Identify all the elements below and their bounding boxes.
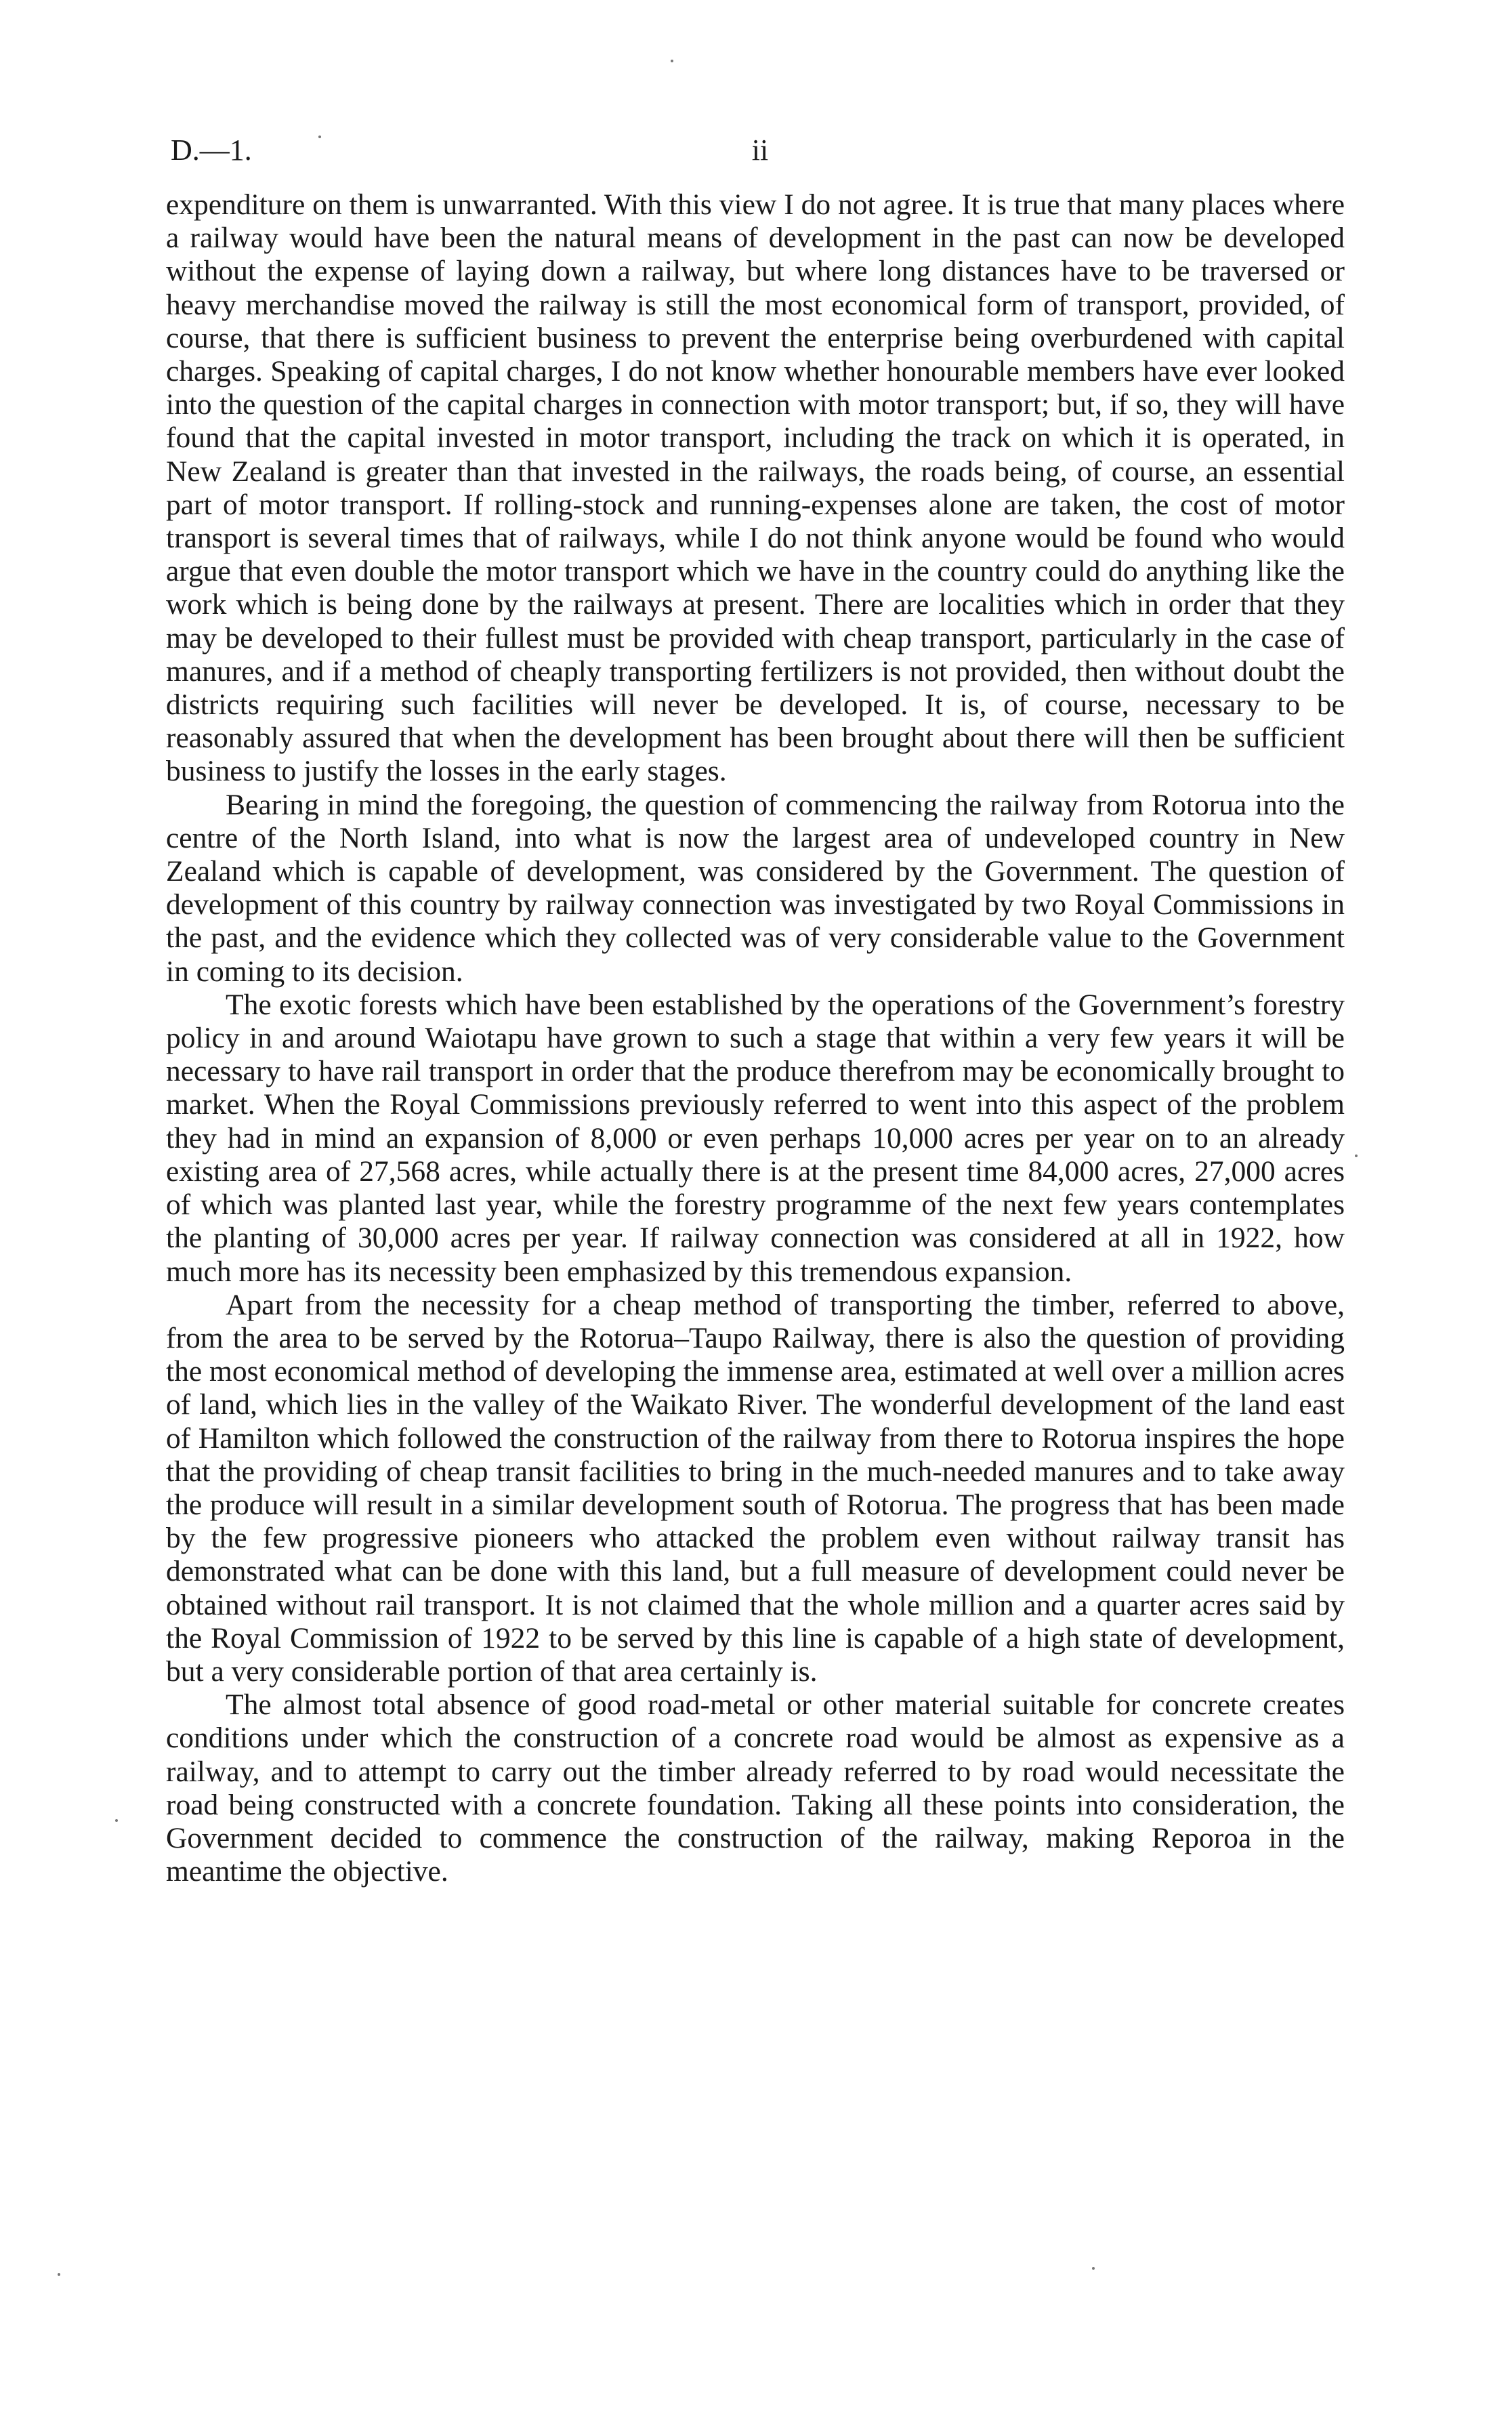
scan-speck — [58, 2273, 60, 2276]
page-header — [171, 133, 1349, 173]
scan-speck — [671, 60, 673, 62]
scan-speck — [318, 136, 321, 138]
paragraph-4: Apart from the necessity for a cheap method of transporting the timber, referred to above, from the area to be served by the Rotorua–Taupo Railway, there is also the question of providing the most economical method of developing the immense area, estimated at well over a million acres of land, which lies in the valley of the Waikato River. The wonderful development of the land east of Hamilton which followed the construction of the railway from there to Rotorua inspires the hope that the providing of cheap transit facilities to bring in the much-needed manures and to take away the produce will result in a similar development south of Rotorua. The progress that has been made by the few progressive pioneers who attacked the problem even without railway transit has demonstrated what can be done with this land, but a full measure of development could never be obtained without rail transport. It is not claimed that the whole million and a quarter acres said by the Royal Commission of 1922 to be served by this line is capable of a high state of development, but a very considerable portion of that area certainly is. — [166, 1288, 1345, 1688]
scan-speck — [115, 1819, 118, 1822]
paragraph-3: The exotic forests which have been established by the operations of the Government’s forestry policy in and around Waiotapu have grown to such a stage that within a very few years it will be necessary to have rail transport in order that the produce therefrom may be economically brought to market. When the Royal Commissions previously referred to went into this aspect of the problem they had in mind an expansion of 8,000 or even perhaps 10,000 acres per year on to an already existing area of 27,568 acres, while actually there is at the present time 84,000 acres, 27,000 acres of which was planted last year, while the forestry programme of the next few years contemplates the planting of 30,000 acres per year. If railway connection was considered at all in 1922, how much more has its necessity been emphasized by this tremendous expansion. — [166, 988, 1345, 1288]
paragraph-2: Bearing in mind the foregoing, the question of commencing the railway from Rotorua into the centre of the North Island, into what is now the largest area of undeveloped country in New Zealand which is capable of development, was considered by the Government. The question of development of this country by railway connection was investigated by two Royal Commissions in the past, and the evidence which they collected was of very considerable value to the Government in coming to its decision. — [166, 788, 1345, 988]
paragraph-1: expenditure on them is unwarranted. With this view I do not agree. It is true that many places where a railway would have been the natural means of development in the past can now be developed without the expense of laying down a railway, but where long distances have to be traversed or heavy merchandise moved the railway is still the most economical form of transport, provided, of course, that there is sufficient business to prevent the enterprise being overburdened with capital charges. Speaking of capital charges, I do not know whether honourable members have ever looked into the question of the capital charges in connection with motor transport; but, if so, they will have found that the capital invested in motor transport, including the track on which it is operated, in New Zealand is greater than that invested in the railways, the roads being, of course, an essential part of motor transport. If rolling-stock and running-expenses alone are taken, the cost of motor transport is several times that of railways, while I do not think anyone would be found who would argue that even double the motor transport which we have in the country could do anything like the work which is being done by the railways at present. There are localities which in order that they may be developed to their fullest must be provided with cheap transport, particularly in the case of manures, and if a method of cheaply transporting fertilizers is not provided, then without doubt the districts requiring such facilities will never be developed. It is, of course, necessary to be reasonably assured that when the development has been brought about there will then be sufficient business to justify the losses in the early stages. — [166, 188, 1345, 788]
document-reference: D.—1. — [171, 133, 252, 167]
page-number: ii — [751, 133, 769, 167]
paragraph-5: The almost total absence of good road-metal or other material suitable for concrete creates conditions under which the construction of a concrete road would be almost as expensive as a railway, and to attempt to carry out the timber already referred to by road would necessitate the road being constructed with a concrete foundation. Taking all these points into consideration, the Government decided to commence the construction of the railway, making Reporoa in the meantime the objective. — [166, 1688, 1345, 1888]
scan-speck — [1355, 1155, 1358, 1157]
body-text — [166, 188, 1345, 1888]
scan-speck — [1092, 2267, 1095, 2270]
